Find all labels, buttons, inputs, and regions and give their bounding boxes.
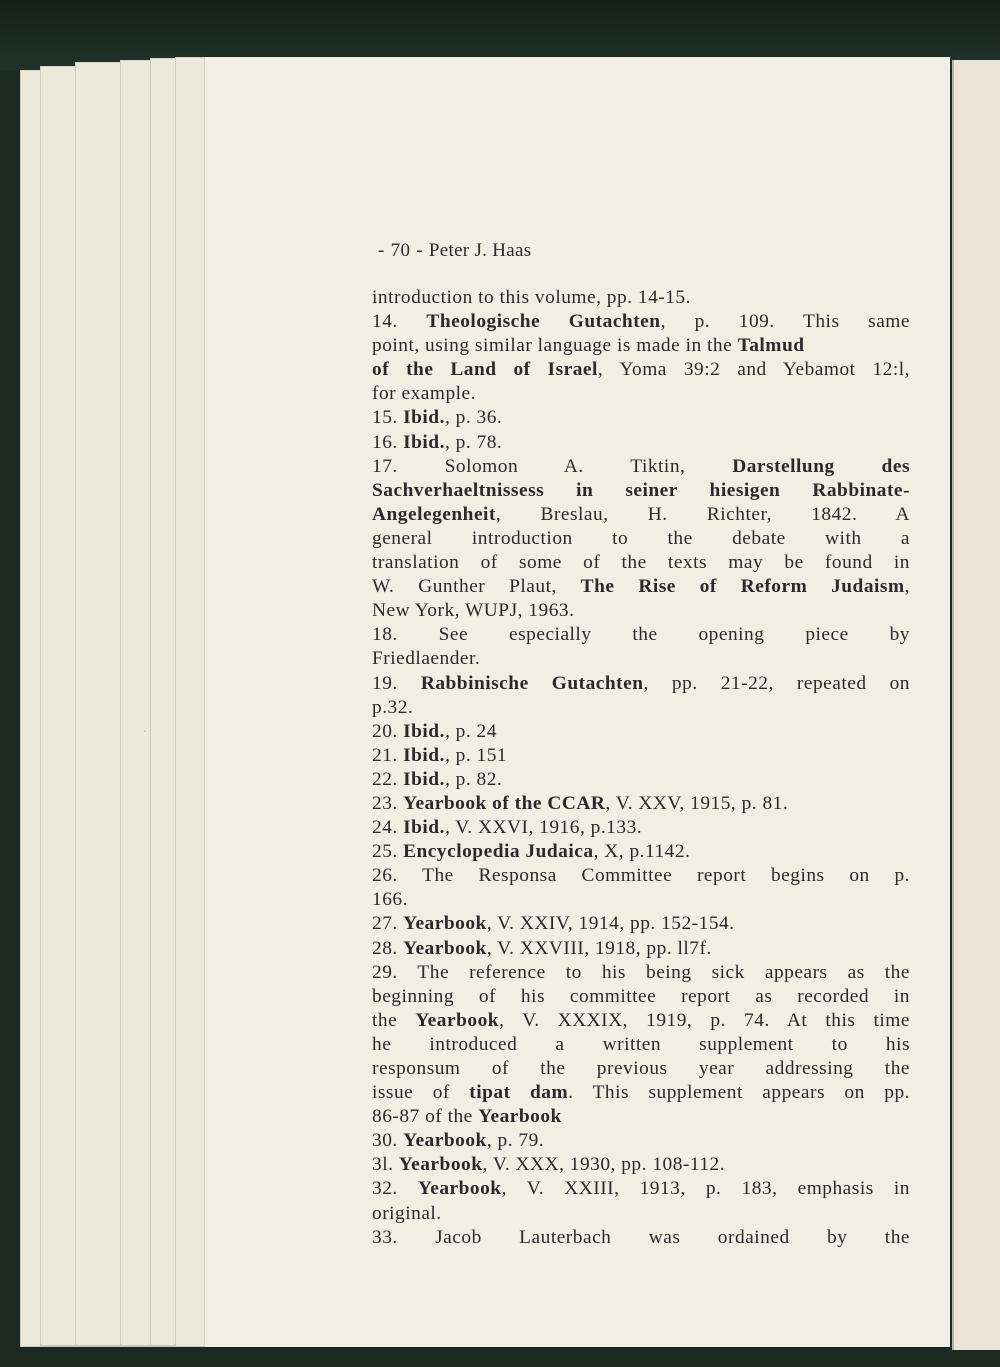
bold-title-span: Rabbinische Gutachten bbox=[420, 672, 644, 694]
bold-title-span: Ibid. bbox=[403, 744, 445, 766]
text-line bbox=[372, 1057, 910, 1081]
text-span: 17. Solomon A. Tiktin, bbox=[372, 455, 733, 477]
text-span: he introduced a written supplement to his bbox=[372, 1033, 910, 1055]
text-line bbox=[372, 1009, 910, 1033]
text-line bbox=[372, 1129, 910, 1153]
text-line bbox=[372, 382, 910, 406]
bold-title-span: Ibid. bbox=[403, 720, 445, 742]
bold-title-span: Yearbook bbox=[403, 1130, 487, 1152]
bold-title-span: Theologische Gutachten bbox=[426, 311, 661, 333]
text-span: , p. 79. bbox=[486, 1130, 545, 1152]
text-span: 33. Jacob Lauterbach was ordained by the bbox=[372, 1226, 910, 1248]
text-span: introduction to this volume, pp. 14-15. bbox=[372, 287, 691, 308]
bold-title-span: Encyclopedia Judaica bbox=[403, 841, 594, 863]
text-span: , V. XXV, 1915, p. 81. bbox=[605, 792, 789, 814]
text-span: 3l. bbox=[372, 1154, 399, 1176]
running-header: - 70 - Peter J. Haas bbox=[378, 240, 532, 261]
text-line bbox=[372, 575, 910, 599]
text-span: , V. XXXIX, 1919, p. 74. At this time bbox=[499, 1009, 910, 1031]
text-span: 19. bbox=[372, 672, 421, 694]
text-span: , Breslau, H. Richter, 1842. A bbox=[495, 503, 910, 525]
text-span: general introduction to the debate with a bbox=[372, 527, 910, 549]
text-span: 18. See especially the opening piece by bbox=[372, 624, 910, 646]
bold-title-span: Ibid. bbox=[403, 431, 445, 453]
text-span: beginning of his committee report as recorded in bbox=[372, 985, 910, 1007]
text-span: 166. bbox=[372, 889, 408, 911]
page-number: 70 bbox=[390, 240, 411, 261]
bold-title-span: Yearbook bbox=[478, 1106, 562, 1128]
facing-page-edge bbox=[952, 60, 1000, 1350]
text-span: p.32. bbox=[372, 696, 414, 718]
text-line bbox=[372, 647, 910, 671]
text-line bbox=[372, 455, 910, 479]
bold-title-span: tipat dam bbox=[469, 1082, 569, 1104]
bold-title-span: of the Land of Israel bbox=[372, 359, 598, 381]
text-line bbox=[372, 551, 910, 575]
text-line bbox=[372, 1226, 910, 1250]
bold-title-span: Yearbook bbox=[398, 1154, 483, 1176]
text-line bbox=[372, 720, 910, 744]
bold-title-span: Yearbook bbox=[403, 937, 487, 959]
text-line bbox=[372, 864, 910, 888]
text-line bbox=[372, 985, 910, 1009]
text-line bbox=[372, 696, 910, 720]
bold-title-span: Yearbook bbox=[403, 913, 487, 935]
text-span: the bbox=[372, 1009, 416, 1031]
text-line bbox=[372, 1081, 910, 1105]
text-line bbox=[372, 937, 910, 961]
bold-title-span: Sachverhaeltnissess in seiner hiesigen Rabbinate- bbox=[372, 479, 910, 501]
text-line bbox=[372, 431, 910, 455]
bold-title-span: Ibid. bbox=[403, 407, 445, 429]
text-line bbox=[372, 1177, 910, 1201]
bold-title-span: Ibid. bbox=[403, 817, 445, 839]
text-span: original. bbox=[372, 1202, 442, 1224]
endnotes-text bbox=[372, 286, 910, 1250]
text-span: 26. The Responsa Committee report begins on p. bbox=[372, 865, 910, 887]
text-span: , p. 24 bbox=[444, 720, 497, 742]
text-span: 14. bbox=[372, 311, 427, 333]
text-span: responsum of the previous year addressing the bbox=[372, 1058, 910, 1079]
text-span: 21. bbox=[372, 744, 404, 766]
text-span: , p. 151 bbox=[444, 744, 508, 766]
text-span: , V. XXX, 1930, pp. 108-112. bbox=[482, 1154, 726, 1176]
text-line bbox=[372, 623, 910, 647]
text-line bbox=[372, 503, 910, 527]
text-span: , V. XXVI, 1916, p.133. bbox=[444, 817, 643, 839]
text-line bbox=[372, 334, 910, 358]
bold-title-span: Yearbook bbox=[415, 1009, 500, 1031]
text-line bbox=[372, 286, 910, 310]
text-line bbox=[372, 479, 910, 503]
text-span: , p. 78. bbox=[444, 431, 503, 453]
text-span: 25. bbox=[372, 841, 404, 863]
bold-title-span: Talmud bbox=[737, 335, 805, 357]
text-span: 23. bbox=[372, 792, 404, 814]
text-span: 27. bbox=[372, 913, 404, 935]
text-span: , pp. 21-22, repeated on bbox=[643, 672, 910, 694]
text-line bbox=[372, 672, 910, 696]
text-span: 16. bbox=[372, 431, 404, 453]
text-line bbox=[372, 1153, 910, 1177]
text-span: Friedlaender. bbox=[372, 648, 481, 670]
text-span: , p. 82. bbox=[444, 768, 503, 790]
text-line bbox=[372, 599, 910, 623]
text-line bbox=[372, 527, 910, 551]
text-span: , bbox=[904, 576, 910, 598]
text-span: , p. 109. This same bbox=[660, 311, 910, 333]
margin-mark: ‧ bbox=[143, 727, 147, 738]
text-line bbox=[372, 792, 910, 816]
text-span: 24. bbox=[372, 817, 404, 839]
text-line bbox=[372, 912, 910, 936]
text-span: 20. bbox=[372, 720, 404, 742]
text-span: 86-87 of the bbox=[372, 1106, 479, 1128]
bold-title-span: Darstellung des bbox=[732, 455, 910, 477]
text-span: translation of some of the texts may be found in bbox=[372, 552, 910, 574]
bold-title-span: Angelegenheit bbox=[372, 503, 496, 525]
text-span: New York, WUPJ, 1963. bbox=[372, 600, 575, 622]
text-span: , Yoma 39:2 and Yebamot 12:l, bbox=[597, 359, 910, 381]
bold-title-span: Ibid. bbox=[403, 768, 445, 790]
text-span: . This supplement appears on pp. bbox=[568, 1082, 910, 1104]
text-line bbox=[372, 310, 910, 334]
text-span: 30. bbox=[372, 1130, 404, 1152]
text-line bbox=[372, 1033, 910, 1057]
text-span: , V. XXIV, 1914, pp. 152-154. bbox=[486, 913, 735, 935]
text-span: point, using similar language is made in the bbox=[372, 335, 738, 357]
text-span: 22. bbox=[372, 768, 404, 790]
text-span: , V. XXVIII, 1918, pp. ll7f. bbox=[486, 937, 712, 959]
text-line bbox=[372, 744, 910, 768]
text-span: , X, p.1142. bbox=[593, 841, 691, 863]
text-span: 15. bbox=[372, 407, 404, 429]
text-line bbox=[372, 888, 910, 912]
bold-title-span: Yearbook bbox=[417, 1178, 502, 1200]
text-span: issue of bbox=[372, 1082, 470, 1104]
text-span: for example. bbox=[372, 383, 476, 405]
text-line bbox=[372, 961, 910, 985]
text-line bbox=[372, 406, 910, 430]
text-span: , V. XXIII, 1913, p. 183, emphasis in bbox=[501, 1178, 910, 1200]
text-span: W. Gunther Plaut, bbox=[372, 576, 581, 598]
text-span: 32. bbox=[372, 1178, 418, 1200]
text-span: , p. 36. bbox=[444, 407, 503, 429]
text-line bbox=[372, 1105, 910, 1129]
text-span: 29. The reference to his being sick appears as the bbox=[372, 961, 910, 983]
text-span: 28. bbox=[372, 937, 404, 959]
bold-title-span: Yearbook of the CCAR bbox=[403, 792, 606, 814]
bold-title-span: The Rise of Reform Judaism bbox=[580, 576, 905, 598]
text-line bbox=[372, 768, 910, 792]
text-line bbox=[372, 358, 910, 382]
text-line bbox=[372, 1202, 910, 1226]
text-line bbox=[372, 840, 910, 864]
header-author: Peter J. Haas bbox=[428, 240, 532, 261]
text-line bbox=[372, 816, 910, 840]
